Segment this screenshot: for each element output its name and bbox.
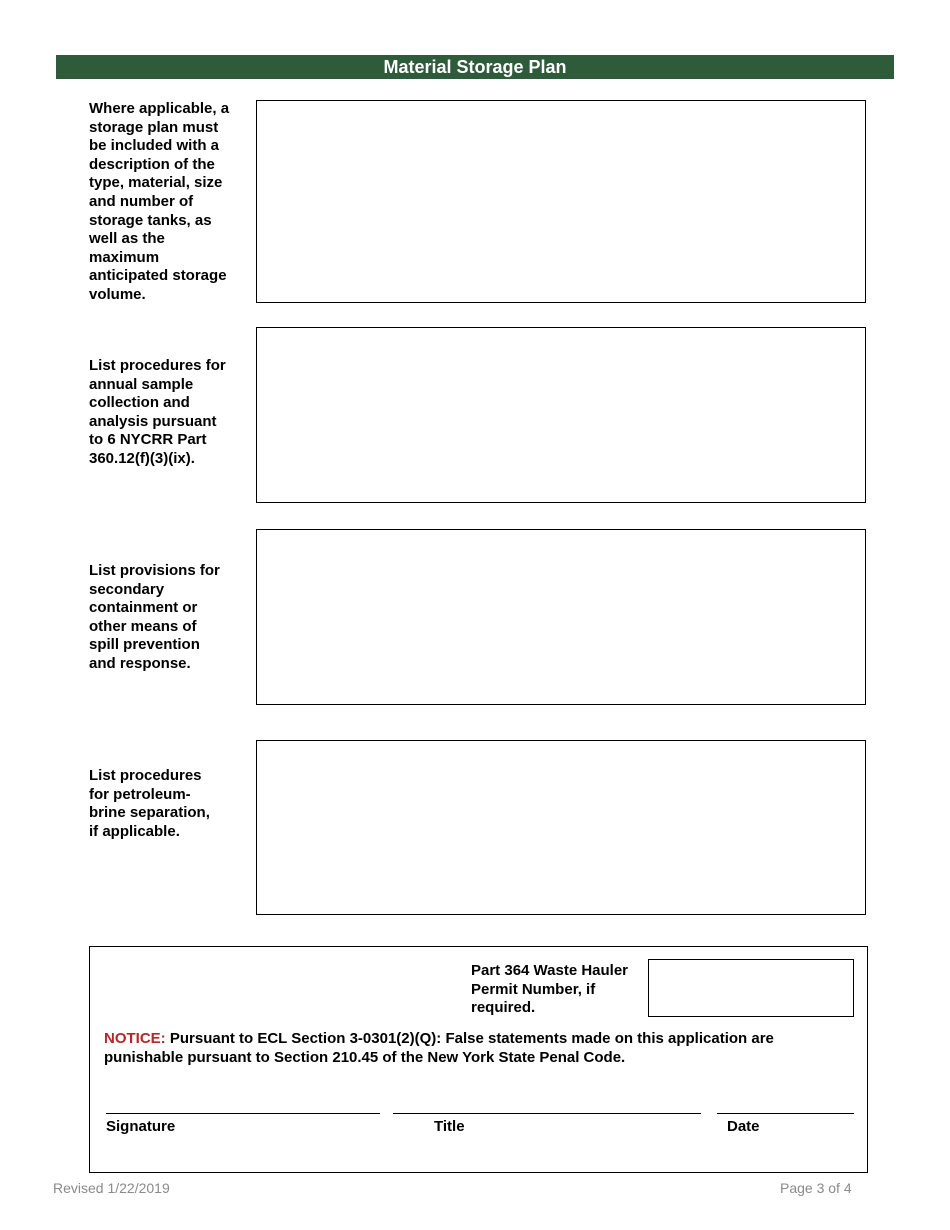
page-title: Material Storage Plan xyxy=(56,55,894,79)
date-label: Date xyxy=(727,1118,760,1135)
petroleum-brine-field[interactable] xyxy=(256,740,866,915)
page-number: Page 3 of 4 xyxy=(780,1180,852,1196)
date-line[interactable] xyxy=(717,1113,854,1114)
title-line[interactable] xyxy=(393,1113,701,1114)
sample-collection-field[interactable] xyxy=(256,327,866,503)
petroleum-brine-label: List procedures for petroleum-brine separation, if applicable. xyxy=(89,767,210,840)
permit-number-field[interactable] xyxy=(648,959,854,1017)
secondary-containment-field[interactable] xyxy=(256,529,866,705)
signature-line[interactable] xyxy=(106,1113,380,1114)
sample-collection-label: List procedures for annual sample collection and analysis pursuant to 6 NYCRR Part 360.12(f)(3)(ix). xyxy=(89,357,226,467)
storage-plan-field[interactable] xyxy=(256,100,866,303)
permit-number-label: Part 364 Waste Hauler Permit Number, if required. xyxy=(471,962,629,1017)
signature-label: Signature xyxy=(106,1118,176,1135)
storage-plan-label: Where applicable, a storage plan must be included with a description of the type, material, size and number of storage tanks, as well as the maximum anticipated storage volume. xyxy=(89,100,230,303)
secondary-containment-label: List provisions for secondary containment or other means of spill prevention and response. xyxy=(89,562,220,672)
title-label: Title xyxy=(434,1118,465,1135)
notice-text: Pursuant to ECL Section 3-0301(2)(Q): False statements made on this application are punishable pursuant to Section 210.45 of the New York State Penal Code. xyxy=(104,1030,774,1066)
notice-statement xyxy=(104,1029,844,1067)
notice-prefix: NOTICE: xyxy=(104,1030,166,1047)
revision-date: Revised 1/22/2019 xyxy=(53,1180,170,1196)
